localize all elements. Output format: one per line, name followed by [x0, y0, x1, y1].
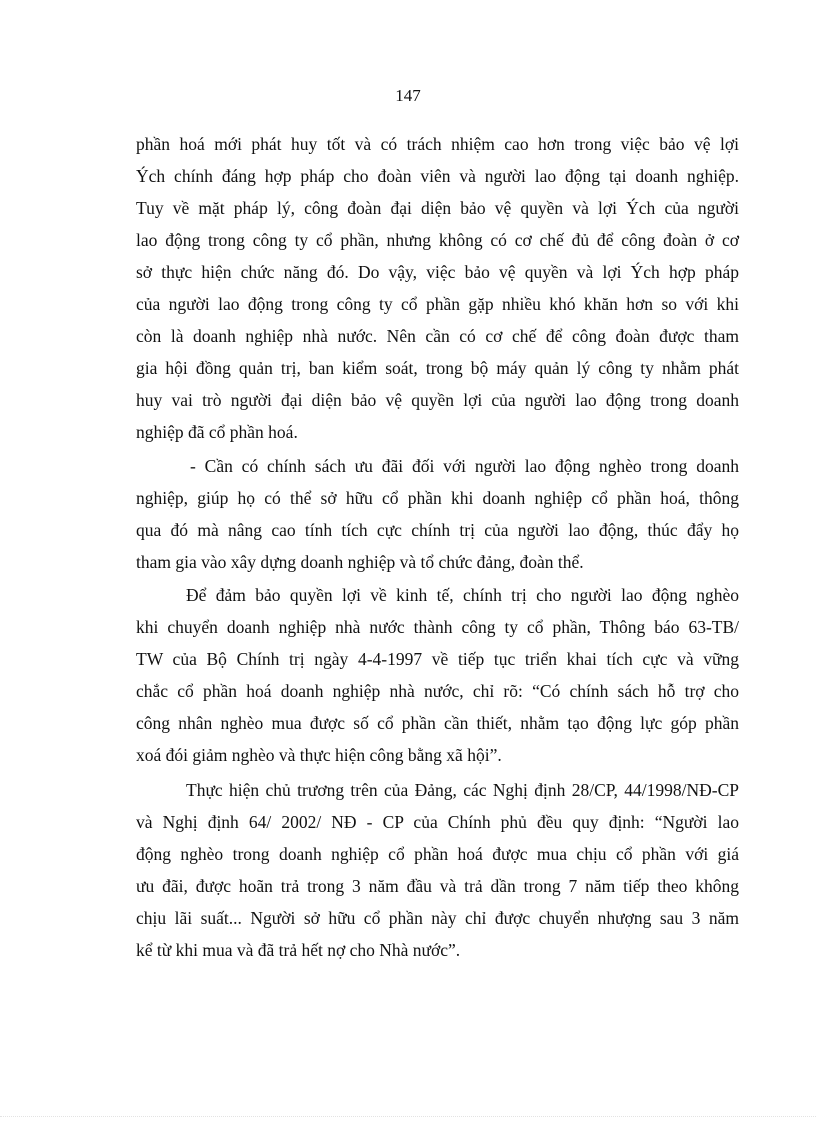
text-line: huy vai trò người đại diện bảo vệ quyền lợi của người lao động trong doanh [136, 390, 739, 410]
text-line: tham gia vào xây dựng doanh nghiệp và tổ chức đảng, đoàn thể. [136, 552, 584, 572]
text-line: nghiệp đã cổ phần hoá. [136, 422, 298, 442]
text-line: Thực hiện chủ trương trên của Đảng, các Nghị định 28/CP, 44/1998/NĐ-CP [186, 780, 739, 800]
text-line: - Cần có chính sách ưu đãi đối với người lao động nghèo trong doanh [190, 456, 739, 476]
text-line: gia hội đồng quản trị, ban kiểm soát, trong bộ máy quản lý công ty nhằm phát [136, 358, 739, 378]
text-line: động nghèo trong doanh nghiệp cổ phần hoá được mua chịu cổ phần với giá [136, 844, 739, 864]
text-line: sở thực hiện chức năng đó. Do vậy, việc bảo vệ quyền và lợi Ých hợp pháp [136, 262, 739, 282]
text-line: còn là doanh nghiệp nhà nước. Nên cần có cơ chế để công đoàn được tham [136, 326, 739, 346]
text-line: của người lao động trong công ty cổ phần gặp nhiều khó khăn hơn so với khi [136, 294, 739, 314]
text-line: TW của Bộ Chính trị ngày 4-4-1997 về tiếp tục triển khai tích cực và vững [136, 649, 739, 669]
text-line: ưu đãi, được hoãn trả trong 3 năm đầu và trả dần trong 7 năm tiếp theo không [136, 876, 739, 896]
text-line: chắc cổ phần hoá doanh nghiệp nhà nước, chỉ rõ: “Có chính sách hỗ trợ cho [136, 681, 739, 701]
text-line: xoá đói giảm nghèo và thực hiện công bằng xã hội”. [136, 745, 502, 765]
text-line: qua đó mà nâng cao tính tích cực chính trị của người lao động, thúc đẩy họ [136, 520, 739, 540]
page-bottom-divider [0, 1116, 816, 1117]
text-line: phần hoá mới phát huy tốt và có trách nhiệm cao hơn trong việc bảo vệ lợi [136, 134, 739, 154]
text-line: và Nghị định 64/ 2002/ NĐ - CP của Chính phủ đều quy định: “Người lao [136, 812, 739, 832]
text-line: nghiệp, giúp họ có thể sở hữu cổ phần khi doanh nghiệp cổ phần hoá, thông [136, 488, 739, 508]
page-number: 147 [395, 86, 421, 105]
text-line: công nhân nghèo mua được số cổ phần cần thiết, nhằm tạo động lực góp phần [136, 713, 739, 733]
text-line: khi chuyển doanh nghiệp nhà nước thành công ty cổ phần, Thông báo 63-TB/ [136, 617, 739, 637]
text-line: kể từ khi mua và đã trả hết nợ cho Nhà nước”. [136, 940, 461, 960]
text-line: Tuy về mặt pháp lý, công đoàn đại diện bảo vệ quyền và lợi Ých của người [136, 198, 739, 218]
text-line: Để đảm bảo quyền lợi về kinh tế, chính trị cho người lao động nghèo [186, 585, 739, 605]
text-line: Ých chính đáng hợp pháp cho đoàn viên và người lao động tại doanh nghiệp. [136, 166, 739, 186]
text-line: chịu lãi suất... Người sở hữu cổ phần này chỉ được chuyển nhượng sau 3 năm [136, 908, 739, 928]
text-line: lao động trong công ty cổ phần, nhưng không có cơ chế đủ để công đoàn ở cơ [136, 230, 739, 250]
